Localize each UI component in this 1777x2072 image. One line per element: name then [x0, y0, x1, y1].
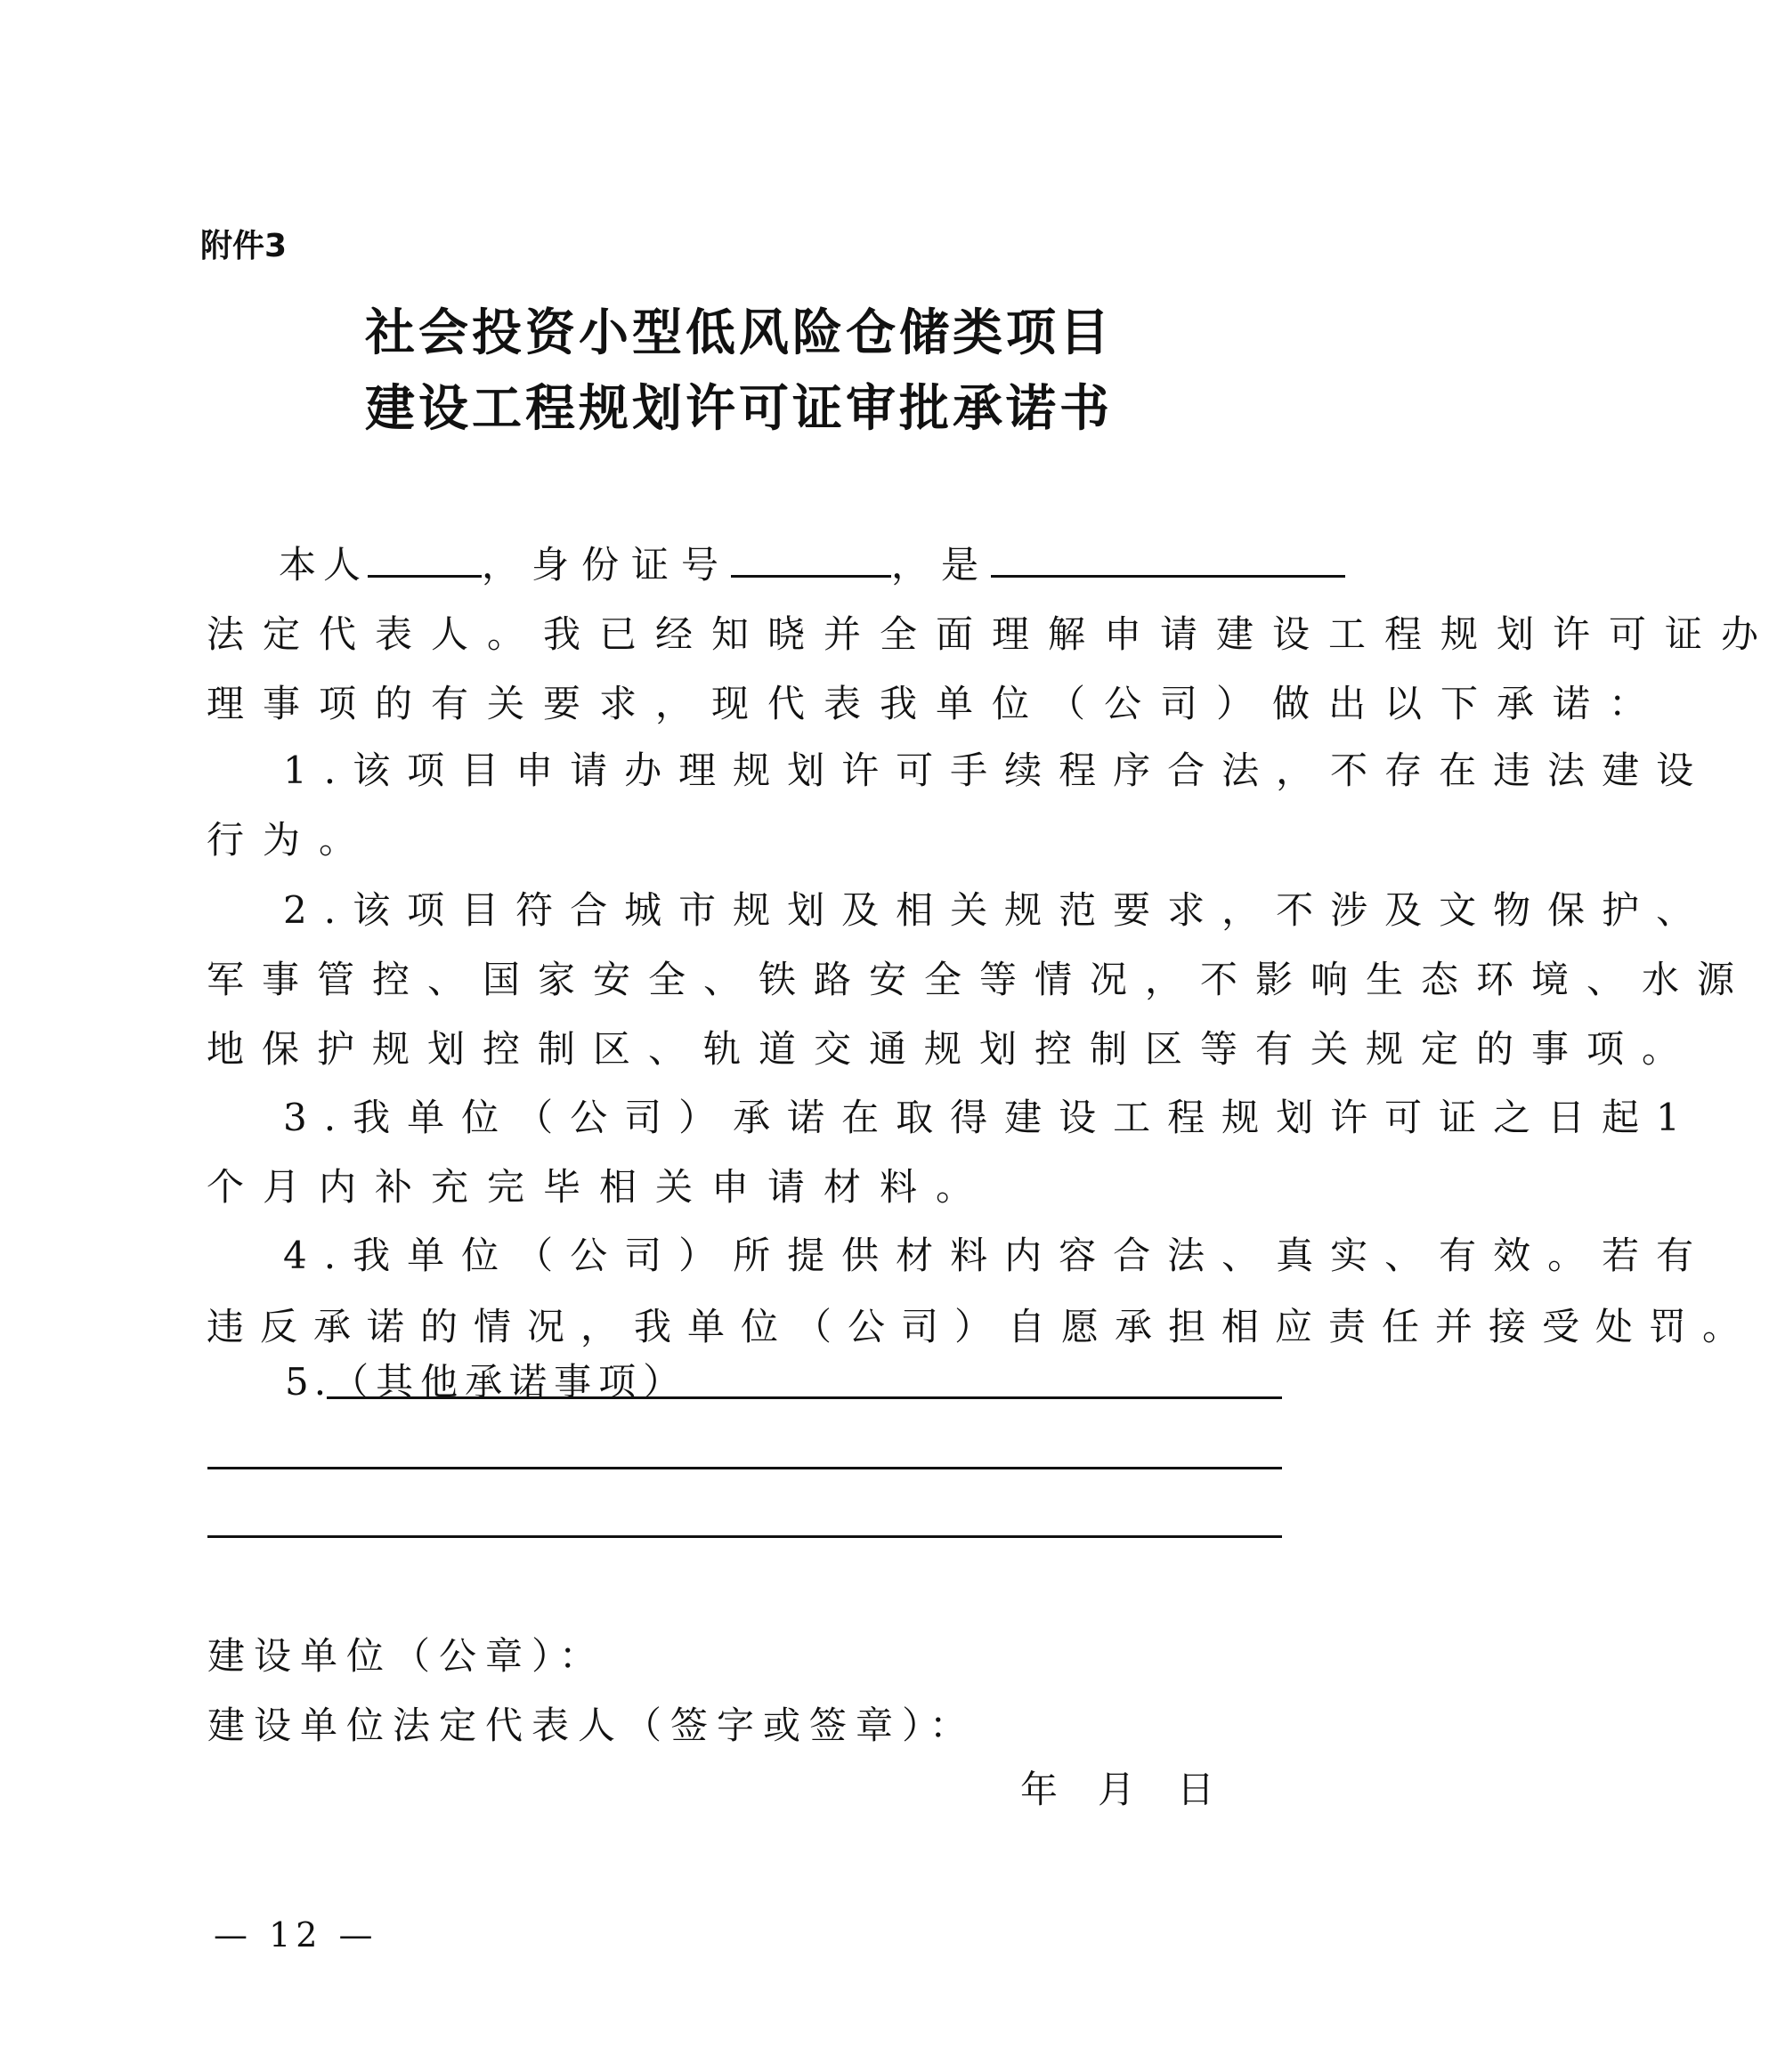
item-1-line2: 行为。 — [207, 818, 376, 862]
id-number-blank-field[interactable] — [731, 545, 891, 578]
date-day-label: 日 — [1177, 1768, 1215, 1811]
item-2-line1: 2.该项目符合城市规划及相关规范要求，不涉及文物保护、 — [283, 888, 1711, 932]
item-4-line1: 4.我单位（公司）所提供材料内容合法、真实、有效。若有 — [283, 1234, 1711, 1277]
date-year-label: 年 — [1020, 1768, 1059, 1811]
item-4-line2: 违反承诺的情况，我单位（公司）自愿承担相应责任并接受处罚。 — [207, 1305, 1757, 1348]
other-commitment-line-2[interactable] — [207, 1535, 1282, 1538]
intro-line3: 理事项的有关要求，现代表我单位（公司）做出以下承诺： — [207, 682, 1666, 725]
item-5-label: （其他承诺事项） — [331, 1360, 688, 1404]
item-2-line2: 军事管控、国家安全、铁路安全等情况，不影响生态环境、水源 — [207, 958, 1753, 1001]
item-3-line2: 个月内补充完毕相关申请材料。 — [207, 1165, 993, 1209]
item-2-line3: 地保护规划控制区、轨道交通规划控制区等有关规定的事项。 — [207, 1027, 1698, 1071]
item-5-line — [285, 1360, 688, 1404]
attachment-label: 附件3 — [200, 228, 288, 264]
date-month-label: 月 — [1098, 1768, 1136, 1811]
document-title-line2: 建设工程规划许可证审批承诺书 — [365, 379, 1113, 438]
item-1-line1: 1.该项目申请办理规划许可手续程序合法，不存在违法建设 — [283, 749, 1711, 792]
item-5-number: 5. — [285, 1360, 332, 1404]
intro-line2: 法定代表人。我已经知晓并全面理解申请建设工程规划许可证办 — [207, 612, 1777, 656]
intro-prefix: 本人 — [279, 543, 369, 587]
page-number: — 12 — — [214, 1915, 378, 1955]
intro-line1 — [279, 543, 1345, 587]
unit-seal-label: 建设单位（公章）： — [207, 1634, 606, 1678]
item-5-underline[interactable] — [327, 1396, 1282, 1399]
legal-rep-signature-label: 建设单位法定代表人（签字或签章）： — [207, 1704, 977, 1747]
name-blank-field[interactable] — [368, 545, 482, 578]
item-3-line1: 3.我单位（公司）承诺在取得建设工程规划许可证之日起1 — [283, 1096, 1697, 1139]
company-blank-field[interactable] — [991, 545, 1345, 578]
other-commitment-line-1[interactable] — [207, 1467, 1282, 1469]
intro-sep1: ，身份证号 — [482, 543, 732, 587]
document-title-line1: 社会投资小型低风险仓储类项目 — [365, 304, 1113, 362]
intro-sep2: ，是 — [891, 543, 992, 587]
